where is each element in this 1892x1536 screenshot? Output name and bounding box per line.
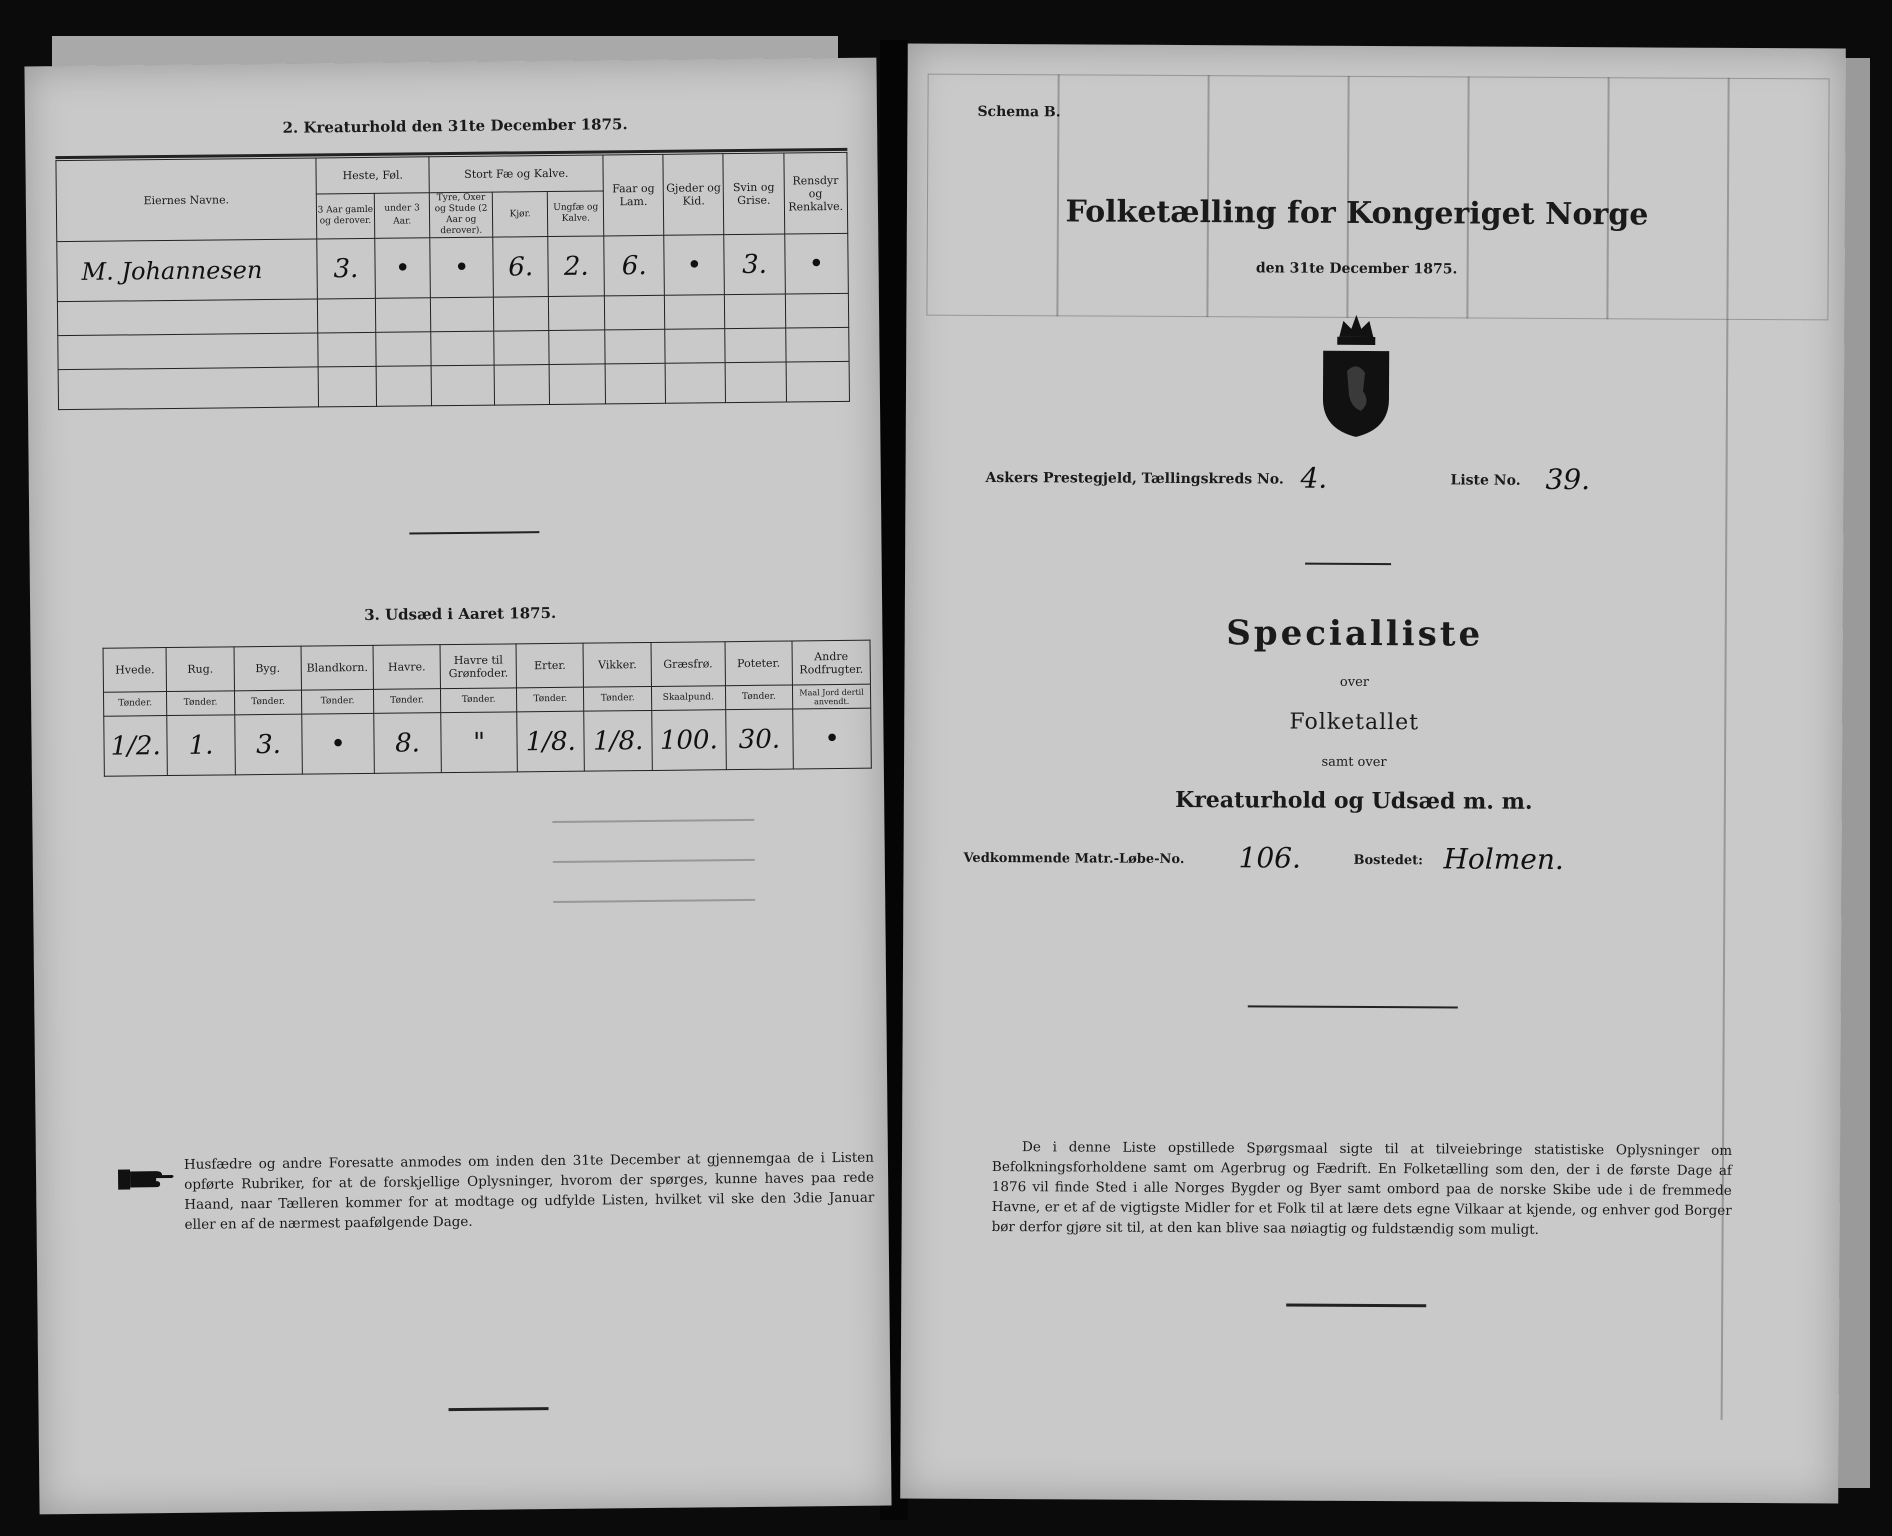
section-3-title: 3. Udsæd i Aaret 1875. [364, 603, 557, 624]
header-andre-rodfrugter: Andre Rodfrugter. [799, 649, 864, 676]
header-heste-3aar: 3 Aar gamle og derover. [317, 204, 374, 227]
header-rug: Rug. [187, 662, 214, 676]
specialliste-title: Specialliste [1226, 613, 1484, 655]
kreaturhold-label: Kreaturhold og Udsæd m. m. [1175, 786, 1533, 815]
unit-blandkorn: Tønder. [320, 696, 355, 707]
samt-over-label: samt over [1321, 754, 1387, 771]
header-havre-gronfoder: Havre til Grønfoder. [448, 653, 509, 680]
value-kjor: 6. [508, 251, 534, 282]
bottom-rule [449, 1407, 549, 1411]
unit-vikker: Tønder. [600, 693, 635, 704]
header-tyre-oxer: Tyre, Oxer og Stude (2 Aar og derover). [434, 192, 488, 237]
value-heste-under3: • [394, 252, 411, 284]
header-eiernes-navne: Eiernes Navne. [143, 192, 230, 207]
header-heste-under3: under 3 Aar. [384, 203, 420, 227]
header-heste: Heste, Føl. [342, 168, 404, 183]
header-svin: Svin og Grise. [732, 180, 775, 208]
kreds-number: 4. [1300, 461, 1328, 495]
unit-rug: Tønder. [183, 697, 218, 708]
table-row [58, 361, 849, 409]
header-hvede: Hvede. [115, 663, 155, 677]
table-row [104, 708, 872, 776]
header-stort-fae: Stort Fæ og Kalve. [464, 166, 569, 181]
value-svin: 3. [741, 249, 768, 280]
value-heste-3aar: 3. [333, 253, 359, 284]
left-page [24, 58, 891, 1515]
divider-rule [409, 531, 539, 534]
header-byg: Byg. [255, 661, 281, 676]
bleed-through-line [553, 899, 755, 903]
intro-paragraph: De i denne Liste opstillede Spørgsmaal sigte til at tilveiebringe statistiske Oplysninger om Befolkningsforholdene samt om Agerbrug og Fædrift. En Folketælling som den, der i de første Dage af 1876 vil finde Sted i alle Norges Bygder og Byer samt ombord paa de norske Skibe ude i de fremmede Havne, er et af de vigtigste Midler for et Folk til at lære dets egne Vilkaar at kjende, og enhver god Borger bør derfor gjøre sit til, at den kan blive saa nøiagtig og fuldstændig som muligt. [991, 1139, 1733, 1238]
header-vikker: Vikker. [598, 658, 637, 672]
udsaed-table [103, 640, 872, 777]
matr-number: 106. [1238, 841, 1301, 875]
value-graesfro: 100. [659, 724, 718, 756]
header-poteter: Poteter. [737, 656, 781, 671]
header-rensdyr: Rensdyr og Renkalve. [788, 173, 844, 214]
unit-byg: Tønder. [251, 696, 286, 708]
section-2-title: 2. Kreaturhold den 31te December 1875. [282, 115, 628, 137]
liste-number: 39. [1545, 462, 1591, 497]
value-andre-rodfrugter: • [824, 723, 840, 754]
schema-label: Schema B. [977, 103, 1061, 121]
matr-label: Vedkommende Matr.-Løbe-No. [963, 850, 1185, 868]
header-ungfae: Ungfæ og Kalve. [553, 202, 599, 224]
value-gjeder: • [686, 249, 703, 281]
bostedet-value: Holmen. [1443, 842, 1564, 877]
liste-label: Liste No. [1450, 472, 1521, 489]
header-kjor: Kjør. [509, 208, 531, 219]
value-byg: 3. [255, 729, 282, 760]
value-havre: 8. [395, 727, 421, 759]
over-label: over [1339, 674, 1370, 690]
value-poteter: 30. [738, 724, 781, 755]
value-tyre-oxer: • [453, 252, 470, 283]
value-blandkorn: • [330, 728, 346, 759]
value-rensdyr: • [808, 248, 825, 279]
bostedet-label: Bostedet: [1353, 852, 1424, 869]
header-faar: Faar og Lam. [612, 181, 655, 209]
bleed-through-line [553, 859, 755, 863]
bottom-rule [1286, 1304, 1426, 1308]
unit-graesfro: Skaalpund. [662, 692, 715, 703]
pointing-hand-icon [116, 1163, 176, 1194]
kreaturhold-table [55, 152, 850, 410]
bleed-through-line [552, 819, 754, 823]
divider-rule [1248, 1005, 1458, 1008]
owner-name: M. Johannesen [81, 255, 263, 286]
header-gjeder: Gjeder og Kid. [666, 181, 721, 208]
prestegjeld-label: Askers Prestegjeld, Tællingskreds No. [985, 469, 1284, 488]
header-erter: Erter. [534, 658, 566, 673]
header-blandkorn: Blandkorn. [306, 660, 369, 675]
unit-erter: Tønder. [533, 693, 568, 705]
value-vikker: 1/8. [593, 725, 644, 757]
header-havre: Havre. [387, 660, 426, 674]
page-title: Folketælling for Kongeriget Norge [1065, 194, 1649, 233]
table-row [57, 233, 849, 301]
value-ungfae: 2. [563, 251, 589, 282]
notice-paragraph: Husfædre og andre Foresatte anmodes om inden den 31te December at gjennemgaa de i Listen opførte Rubriker, for at de forskjellige Oplysninger, hvorom der spørges, kunne haves paa rede Haand, naar Tælleren kommer for at modtage og udfylde Listen, hvilket vil ske den 3die Januar eller en af de nærmest paafølgende Dage. [183, 1149, 875, 1233]
value-erter: 1/8. [525, 726, 577, 757]
header-graesfro: Græsfrø. [663, 657, 713, 671]
value-rug: 1. [188, 730, 214, 761]
unit-andre-rodfrugter: Maal Jord dertil anvendt. [799, 687, 864, 706]
unit-poteter: Tønder. [741, 691, 776, 703]
right-page [900, 44, 1846, 1504]
divider-rule [1305, 563, 1391, 565]
unit-hvede: Tønder. [118, 698, 153, 709]
value-hvede: 1/2. [110, 730, 161, 762]
census-date: den 31te December 1875. [1255, 260, 1458, 278]
folketallet-label: Folketallet [1289, 709, 1420, 736]
value-havre-gronfoder: " [473, 727, 486, 758]
unit-havre: Tønder. [390, 695, 425, 706]
norwegian-coat-of-arms-icon [1311, 311, 1402, 441]
unit-havre-gronfoder: Tønder. [461, 694, 496, 705]
value-faar: 6. [621, 250, 647, 281]
